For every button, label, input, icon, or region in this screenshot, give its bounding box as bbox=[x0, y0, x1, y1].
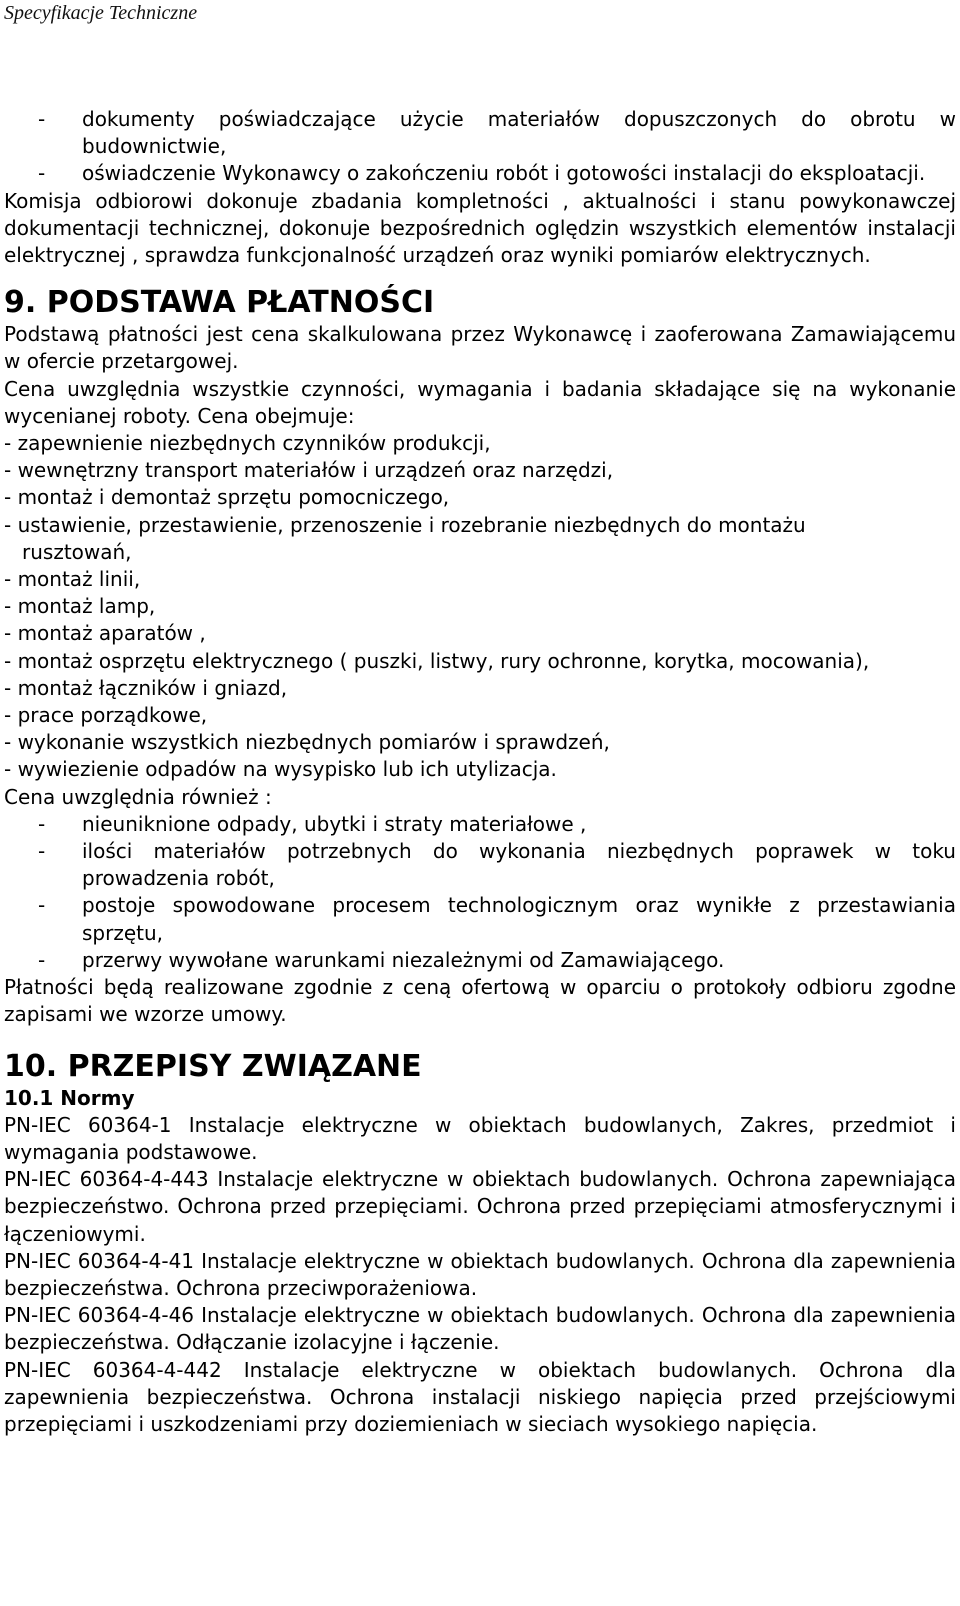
list-item: - prace porządkowe, bbox=[4, 703, 208, 728]
documents-list bbox=[4, 106, 956, 188]
norm-item: PN-IEC 60364-4-442 Instalacje elektryczne w obiektach budowlanych. Ochrona dla zapewnienia bezpieczeństwa. Ochrona instalacji niskiego napięcia przed przejściowymi przepięciami i uszkodzeniami przy doziemieniach w sieciach wysokiego napięcia. bbox=[4, 1357, 956, 1436]
list-item: - montaż osprzętu elektrycznego ( puszki, listwy, rury ochronne, korytka, mocowania), bbox=[4, 648, 870, 673]
document-body bbox=[4, 106, 956, 1438]
price-includes-paragraph: Cena uwzględnia wszystkie czynności, wymagania i badania składające się na wykonanie wycenianej roboty. Cena obejmuje: bbox=[4, 376, 956, 428]
komisja-paragraph: Komisja odbiorowi dokonuje zbadania kompletności , aktualności i stanu powykonawczej dokumentacji technicznej, dokonuje bezpośrednich oględzin wszystkich elementów instalacji elektrycznej , sprawdza funkcjonalność urządzeń oraz wyniki pomiarów elektrycznych. bbox=[4, 188, 956, 268]
norm-item: PN-IEC 60364-4-443 Instalacje elektryczne w obiektach budowlanych. Ochrona zapewniająca bezpieczeństwo. Ochrona przed przepięciami. Ochrona przed przepięciami atmosferycznymi i łączeniowymi. bbox=[4, 1167, 956, 1246]
list-item: - montaż aparatów , bbox=[4, 621, 206, 646]
list-item: - dokumenty poświadczające użycie materiałów dopuszczonych do obrotu w budownictwie, bbox=[38, 107, 956, 159]
section-9-body bbox=[4, 321, 956, 1028]
list-item: - postoje spowodowane procesem technologicznym oraz wynikłe z przestawiania sprzętu, bbox=[38, 893, 956, 945]
list-item: - ustawienie, przestawienie, przenoszenie i rozebranie niezbędnych do montażu bbox=[4, 512, 806, 537]
list-item: - zapewnienie niezbędnych czynników produkcji, bbox=[4, 431, 491, 456]
list-item: - montaż i demontaż sprzętu pomocniczego, bbox=[4, 485, 450, 510]
list-item: - ilości materiałów potrzebnych do wykonania niezbędnych poprawek w toku prowadzenia robót, bbox=[38, 839, 956, 891]
payments-paragraph: Płatności będą realizowane zgodnie z ceną ofertową w oparciu o protokoły odbioru zgodne zapisami we wzorze umowy. bbox=[4, 975, 956, 1027]
list-item: - nieuniknione odpady, ubytki i straty materiałowe , bbox=[38, 811, 587, 836]
page-header: Specyfikacje Techniczne bbox=[4, 2, 198, 24]
section-10-1-heading: 10.1 Normy bbox=[4, 1085, 135, 1110]
list-item: - wywiezienie odpadów na wysypisko lub ich utylizacja. bbox=[4, 757, 557, 782]
list-item: - oświadczenie Wykonawcy o zakończeniu robót i gotowości instalacji do eksploatacji. bbox=[38, 161, 926, 186]
price-also-list bbox=[4, 811, 956, 974]
norm-item: PN-IEC 60364-4-46 Instalacje elektryczne w obiektach budowlanych. Ochrona dla zapewnienia bezpieczeństwa. Odłączanie izolacyjne i łączenie. bbox=[4, 1303, 956, 1355]
norm-item: PN-IEC 60364-1 Instalacje elektryczne w obiektach budowlanych, Zakres, przedmiot i wymagania podstawowe. bbox=[4, 1112, 956, 1164]
list-item: - montaż łączników i gniazd, bbox=[4, 675, 288, 700]
payment-basis-paragraph: Podstawą płatności jest cena skalkulowana przez Wykonawcę i zaoferowana Zamawiającemu w ofercie przetargowej. bbox=[4, 322, 956, 374]
section-9-heading: 9. PODSTAWA PŁATNOŚCI bbox=[4, 285, 435, 321]
price-items-list bbox=[4, 430, 956, 784]
list-item: rusztowań, bbox=[22, 539, 132, 564]
norms-list bbox=[4, 1112, 956, 1438]
list-item: - przerwy wywołane warunkami niezależnymi od Zamawiającego. bbox=[38, 947, 725, 972]
price-also-paragraph: Cena uwzględnia również : bbox=[4, 784, 272, 809]
list-item: - montaż linii, bbox=[4, 567, 141, 592]
norm-item: PN-IEC 60364-4-41 Instalacje elektryczne w obiektach budowlanych. Ochrona dla zapewnienia bezpieczeństwa. Ochrona przeciwporażeniowa. bbox=[4, 1248, 956, 1300]
list-item: - montaż lamp, bbox=[4, 594, 156, 619]
list-item: - wewnętrzny transport materiałów i urządzeń oraz narzędzi, bbox=[4, 458, 614, 483]
section-10-heading: 10. PRZEPISY ZWIĄZANE bbox=[4, 1048, 422, 1084]
list-item: - wykonanie wszystkich niezbędnych pomiarów i sprawdzeń, bbox=[4, 730, 610, 755]
